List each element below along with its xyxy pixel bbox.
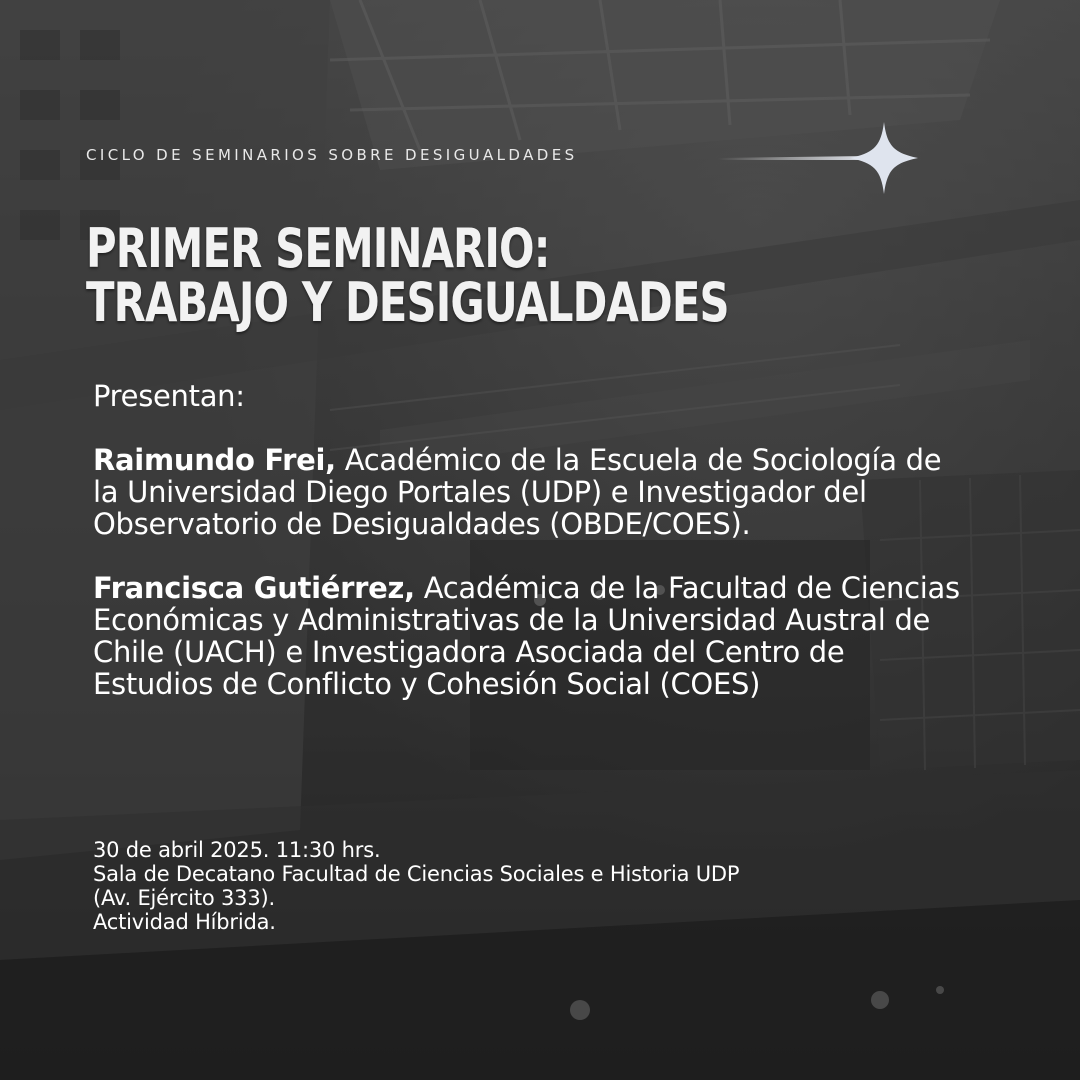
event-modality: Actividad Híbrida. bbox=[93, 910, 276, 934]
speaker-1-name: Raimundo Frei, bbox=[93, 443, 336, 477]
presenters-section bbox=[93, 380, 973, 732]
speaker-2 bbox=[93, 572, 973, 700]
event-venue-line-1: Sala de Decatano Facultad de Ciencias Sociales e Historia UDP bbox=[93, 862, 740, 886]
speaker-2-name: Francisca Gutiérrez, bbox=[93, 571, 415, 605]
event-datetime: 30 de abril 2025. 11:30 hrs. bbox=[93, 838, 381, 862]
speaker-1 bbox=[93, 444, 973, 540]
presenters-label: Presentan: bbox=[93, 379, 245, 413]
title-line-2: TRABAJO Y DESIGUALDADES bbox=[86, 271, 729, 334]
title-line-1: PRIMER SEMINARIO: bbox=[86, 217, 550, 280]
seminar-title bbox=[86, 217, 729, 334]
event-details bbox=[93, 838, 993, 934]
event-venue-line-2: (Av. Ejército 333). bbox=[93, 886, 275, 910]
speaker-1-description: Académico de la Escuela de Sociología de la Universidad Diego Portales (UDP) e Investigador del Observatorio de Desigualdades (OBDE/COES). bbox=[93, 443, 942, 541]
sparkle-star-icon bbox=[718, 120, 928, 200]
series-label: CICLO DE SEMINARIOS SOBRE DESIGUALDADES bbox=[86, 146, 578, 164]
speaker-2-description: Académica de la Facultad de Ciencias Económicas y Administrativas de la Universidad Austral de Chile (UACH) e Investigadora Asociada del Centro de Estudios de Conflicto y Cohesión Social (COES) bbox=[93, 571, 960, 701]
